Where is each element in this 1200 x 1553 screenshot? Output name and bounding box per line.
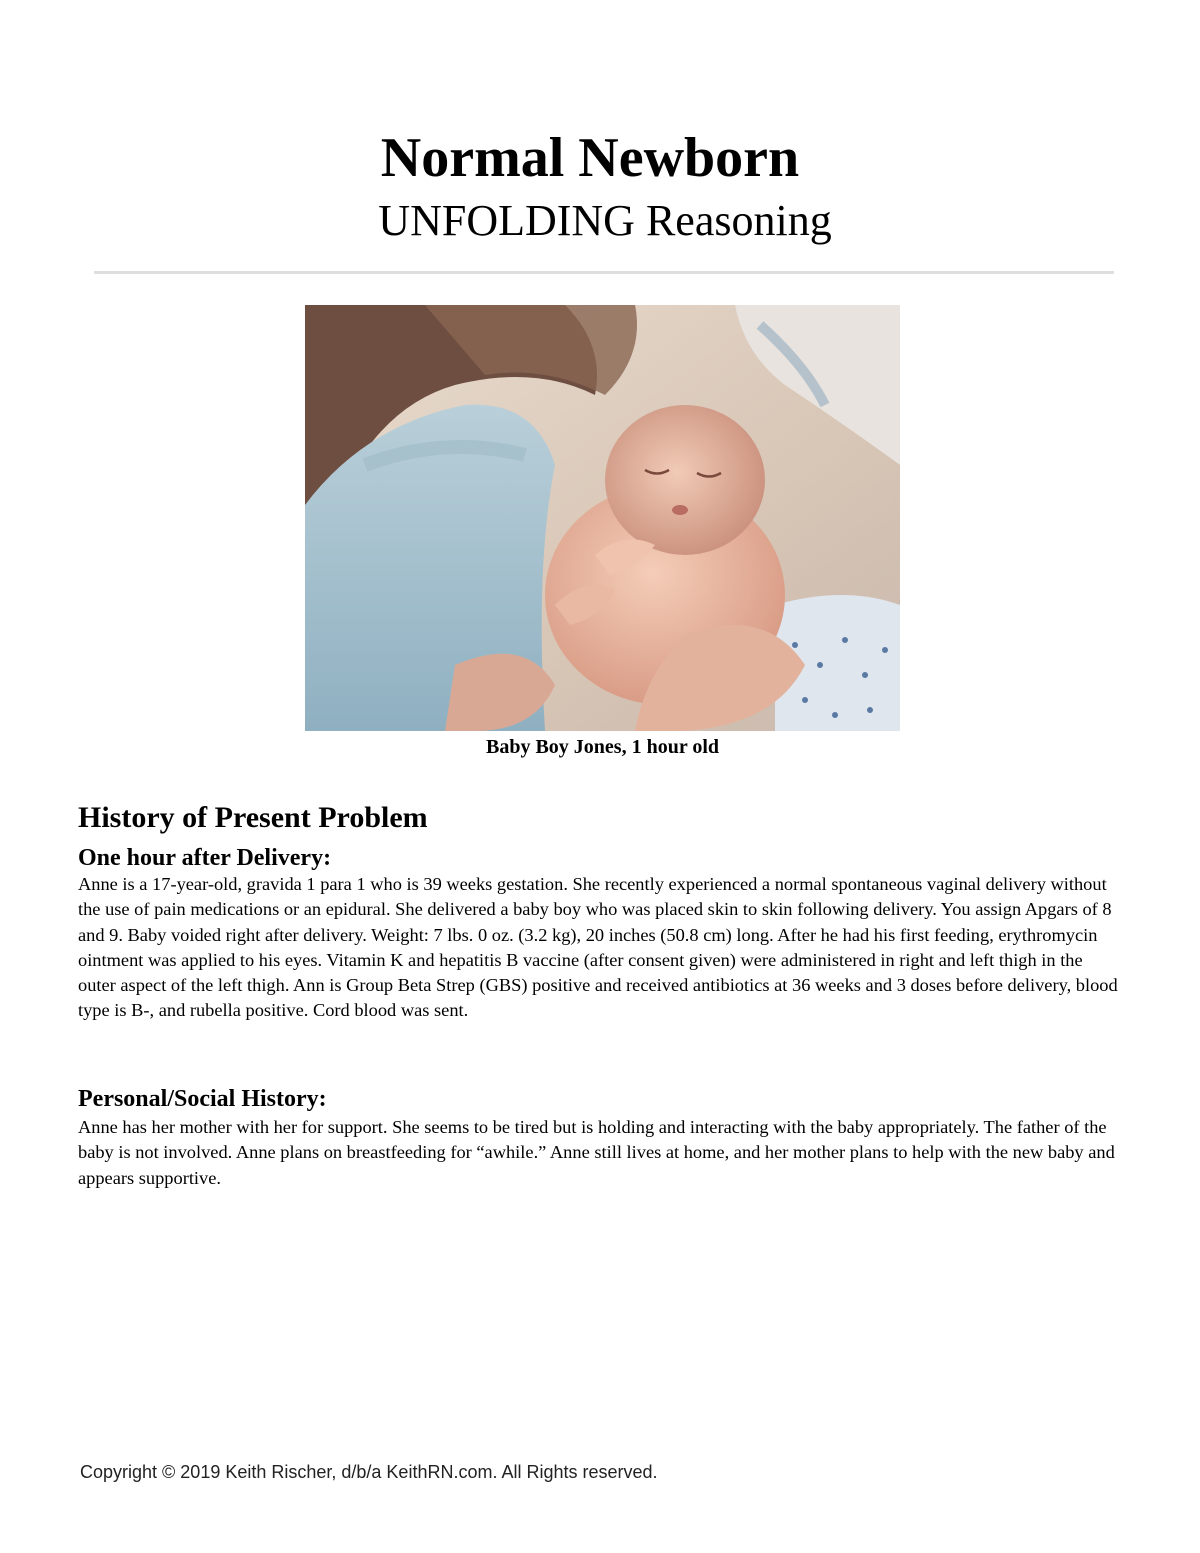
subsection-heading-delivery: One hour after Delivery: [78, 845, 332, 871]
delivery-paragraph: Anne is a 17-year-old, gravida 1 para 1 who is 39 weeks gestation. She recently experienced a normal spontaneous vaginal delivery without the use of pain medications or an epidural. She delivered a baby boy who was placed skin to skin following delivery. You assign Apgars of 8 and 9. Baby voided right after delivery. Weight: 7 lbs. 0 oz. (3.2 kg), 20 inches (50.8 cm) long. After he had his first feeding, erythromycin ointment was applied to his eyes. Vitamin K and hepatitis B vaccine (after consent given) were administered in right and left thigh in the outer aspect of the left thigh. Ann is Group Beta Strep (GBS) positive and received antibiotics at 36 weeks and 3 doses before delivery, blood type is B-, and rubella positive. Cord blood was sent. [78, 874, 1118, 1021]
copyright-footer: Copyright © 2019 Keith Rischer, d/b/a KeithRN.com. All Rights reserved. [80, 1462, 658, 1482]
social-paragraph: Anne has her mother with her for support. She seems to be tired but is holding and interacting with the baby appropriately. The father of the baby is not involved. Anne plans on breastfeeding for “awhile.” Anne still lives at home, and her mother plans to help with the new baby and appears supportive. [78, 1117, 1115, 1188]
header-divider [94, 271, 1114, 274]
section-heading: History of Present Problem [78, 801, 428, 834]
page-subtitle: UNFOLDING Reasoning [378, 196, 832, 245]
newborn-photo [305, 305, 900, 731]
photo-caption: Baby Boy Jones, 1 hour old [485, 736, 720, 758]
page-title: Normal Newborn [380, 127, 800, 189]
subsection-heading-social: Personal/Social History: [78, 1086, 327, 1112]
